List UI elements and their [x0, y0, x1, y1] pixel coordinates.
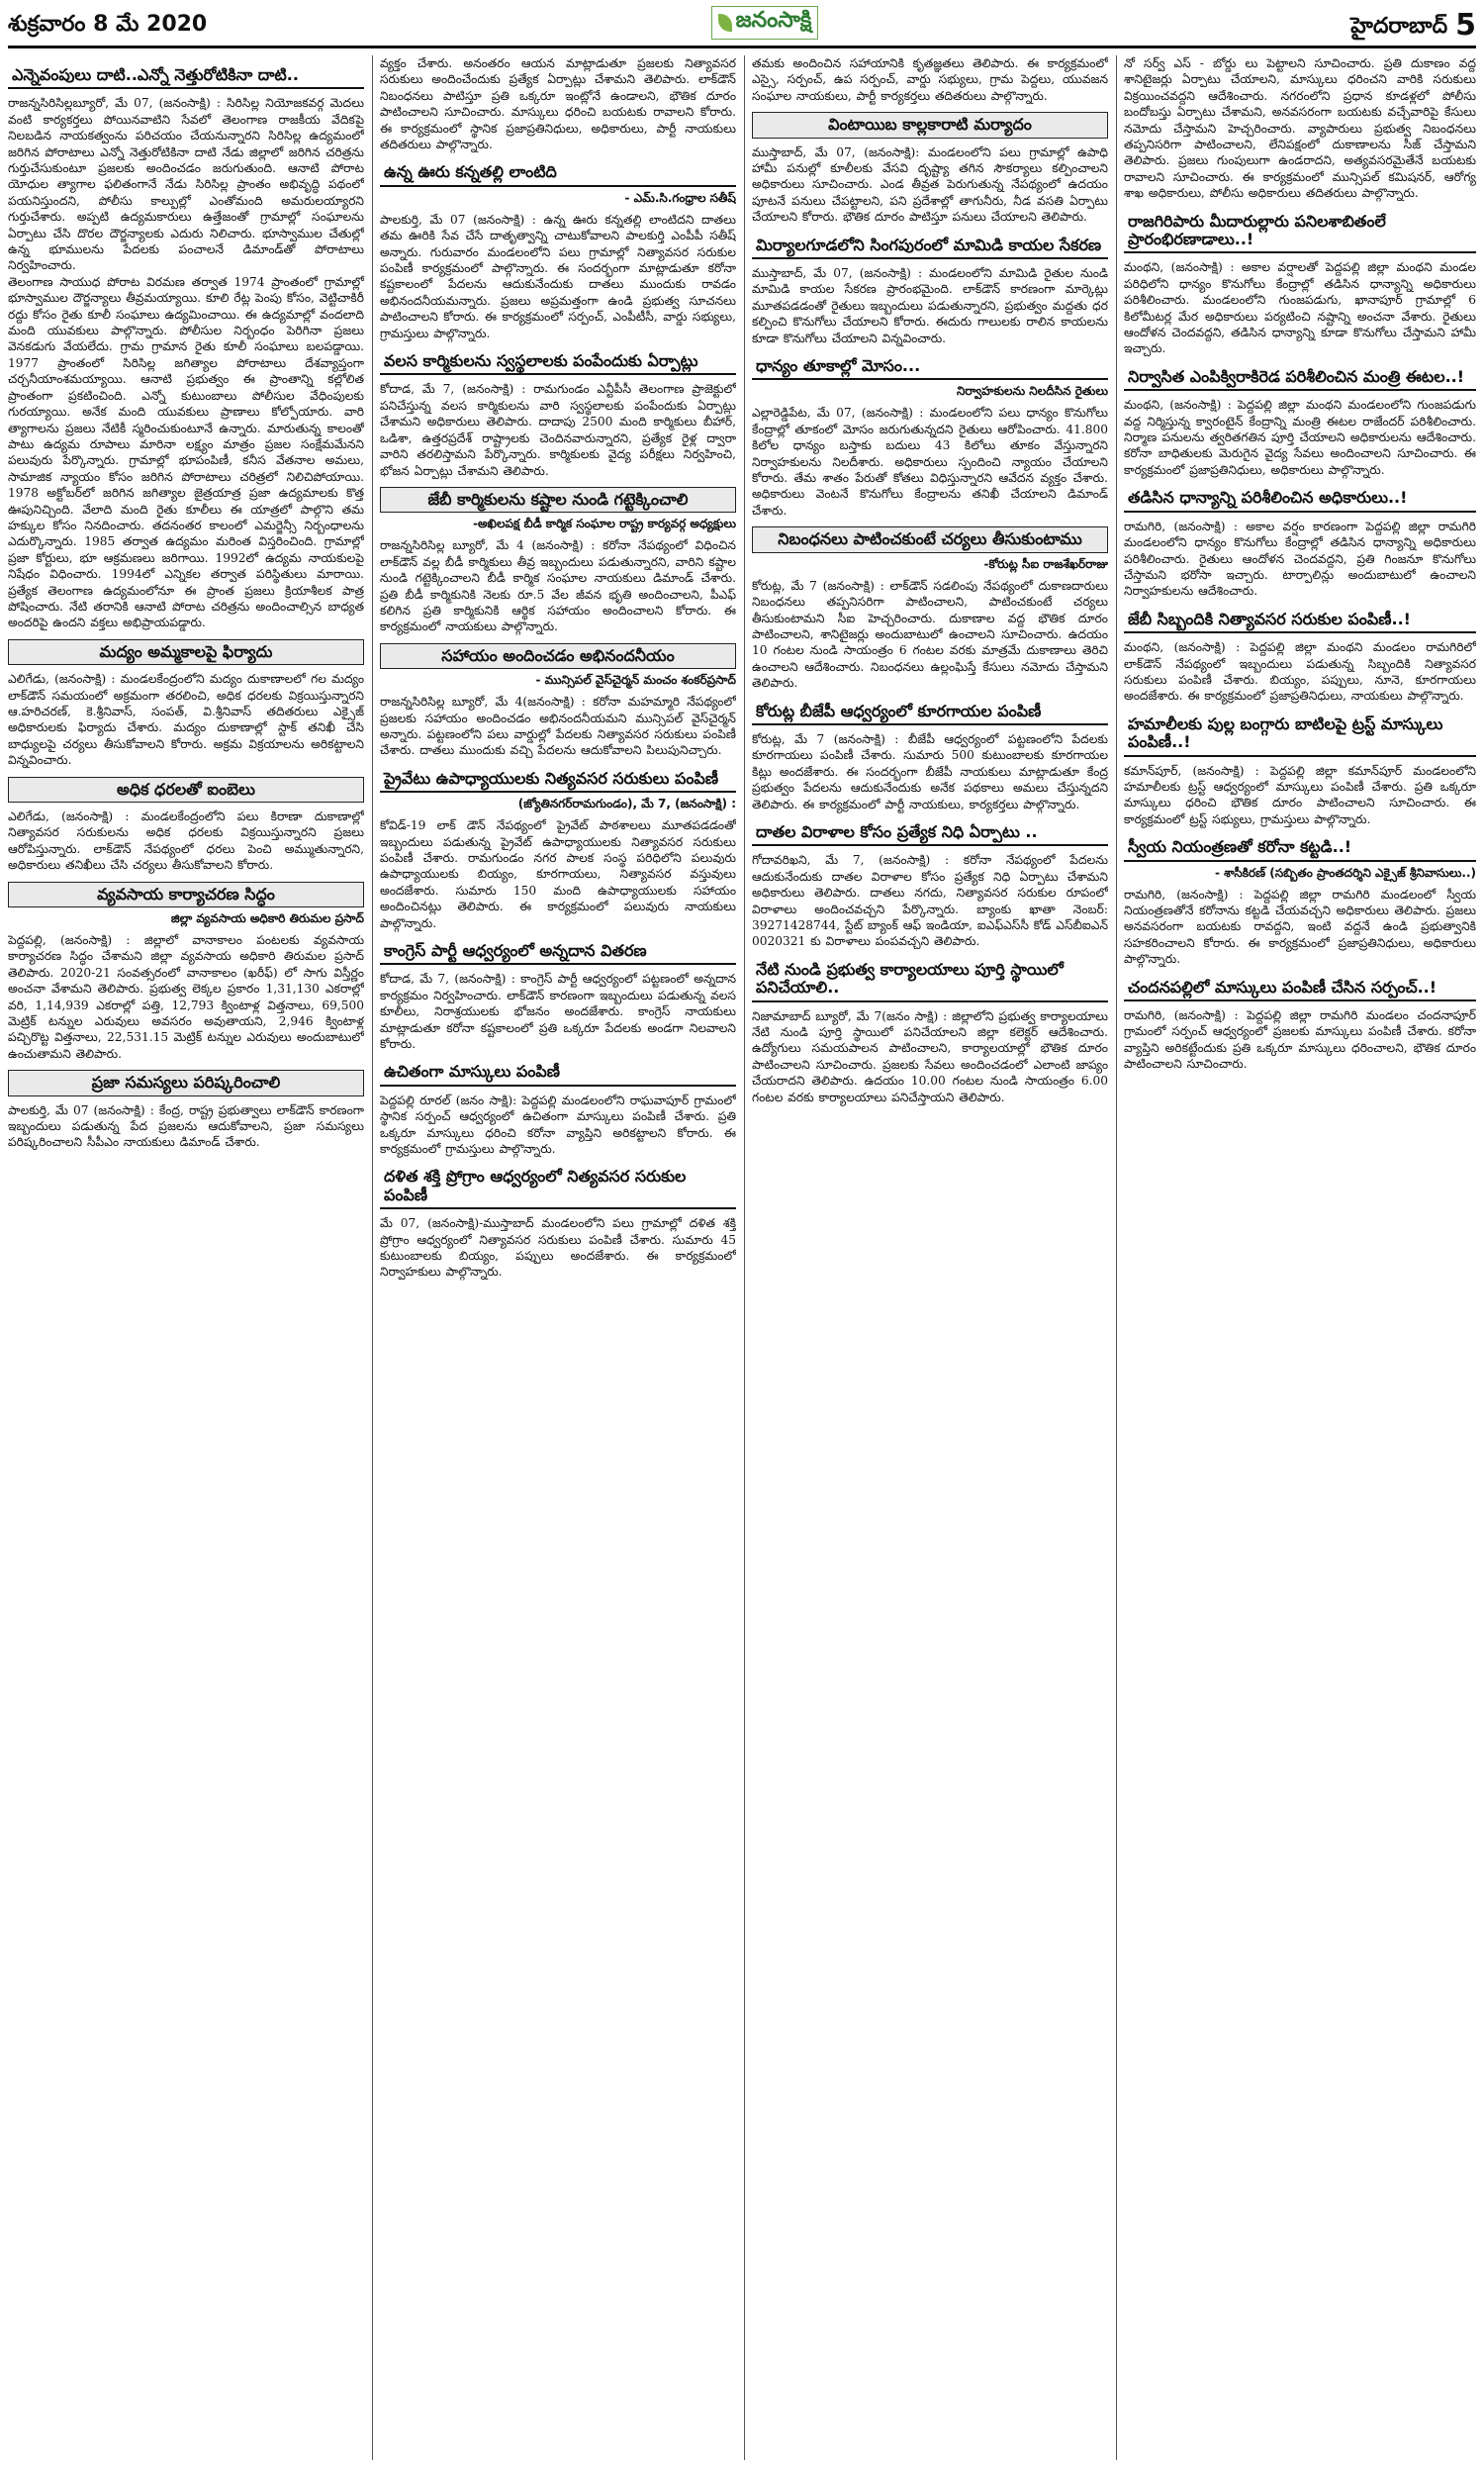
headline: అధిక ధరలతో ఐంబెలు	[8, 777, 364, 803]
article-body: నిజామాబాద్ బ్యూరో, మే 7(జనం సాక్షి) : జిల్లాలోని ప్రభుత్వ కార్యాలయాలు నేటి నుండి పూర్తి స్థాయిలో పనిచేయాలని జిల్లా కలెక్టర్ ఆదేశించారు. ఉద్యోగులు సమయపాలన పాటించాలని, కార్యాలయాల్లో భౌతిక దూరం పాటించాలని సూచించారు. ప్రజలకు సేవలు అందించడంలో ఎలాంటి జాప్యం చేయరాదని తెలిపారు. ఉదయం 10.00 గంటల నుండి సాయంత్రం 6.00 గంటల వరకు కార్యాలయాలు పనిచేస్తాయని తెలిపారు.	[752, 1008, 1108, 1104]
article-body: కోరుట్ల, మే 7 (జనంసాక్షి) : లాక్‌డౌన్ సడలింపు నేపథ్యంలో దుకాణదారులు నిబంధనలు తప్పనిసరిగా పాటించాలని, పాటించకుంటే చర్యలు తీసుకుంటామని సీఐ హెచ్చరించారు. దుకాణాల వద్ద భౌతిక దూరం పాటించాలని, శానిటైజర్లు అందుబాటులో ఉంచాలని సూచించారు. ఉదయం 10 గంటల నుండి సాయంత్రం 6 గంటల వరకు మాత్రమే దుకాణాలు తెరిచి ఉంచాలని ఆదేశించారు. నిబంధనలు ఉల్లంఘిస్తే కేసులు నమోదు చేస్తామని తెలిపారు.	[752, 578, 1108, 691]
byline: - ఎమ్.సి.గంధ్రాల సతీష్	[624, 190, 736, 205]
article-body: తెలంగాణ సాయుధ పోరాట విరమణ తర్వాత 1974 ప్రాంతంలో గ్రామాల్లో భూస్వాముల దౌర్జన్యాలు తీవ్రమయ్యాయి. కూలి రేట్ల పెంపు కోసం, వెట్టిచాకిరీ రద్దు కోసం రైతు కూలీ సంఘాలు ఉద్యమించాయి. ఈ ఉద్యమాల్లో వందలాది మంది యువకులు పాల్గొన్నారు. పోలీసుల నిర్బంధం పెరిగినా ప్రజలు వెనకడుగు వేయలేదు. గ్రామ గ్రామాన రైతు కూలీ సంఘాలు బలపడ్డాయి. 1977 ప్రాంతంలో సిరిసిల్ల జగిత్యాల పోరాటాలు దేశవ్యాప్తంగా చర్చనీయాంశమయ్యాయి. ఆనాటి ప్రభుత్వం ఈ ప్రాంతాన్ని కల్లోలిత ప్రాంతంగా ప్రకటించింది. ఎన్నో కుటుంబాలు పోలీసుల వేధింపులకు గురయ్యాయి. అనేక మంది యువకులు ప్రాణాలు కోల్పోయారు. వారి త్యాగాలను ప్రజలు నేటికీ స్మరించుకుంటూనే ఉన్నారు. మారుతున్న కాలంతో పాటు ఉద్యమ రూపాలు మారినా లక్ష్యం మాత్రం ప్రజల సంక్షేమమేనని పలువురు పేర్కొన్నారు. గ్రామాల్లో భూపంపిణీ, కనీస వేతనాల అమలు, సామాజిక న్యాయం కోసం జరిగిన పోరాటాలు చరిత్రలో నిలిచిపోయాయి. 1978 అక్టోబర్‌లో జరిగిన జగిత్యాల జైత్రయాత్ర ప్రజా ఉద్యమాలకు కొత్త ఊపునిచ్చింది. వేలాది మంది రైతు కూలీలు ఈ యాత్రలో పాల్గొని తమ హక్కుల కోసం నినదించారు. తదనంతర కాలంలో ఎమర్జెన్సీ నిర్బంధాలను ఎదుర్కొన్నారు. 1985 తర్వాత ఉద్యమం మరింత విస్తరించింది. గ్రామాల్లో ప్రజా కోర్టులు, భూ ఆక్రమణలు జరిగాయి. 1992లో ఉద్యమ నాయకులపై నిషేధం విధించారు. 1994లో ఎన్నికల తర్వాత పరిస్థితులు మారాయి. ప్రత్యేక తెలంగాణ ఉద్యమంలోనూ ఈ ప్రాంత ప్రజలు క్రియాశీలక పాత్ర పోషించారు. నేటి తరానికి ఆనాటి పోరాట చరిత్రను అందించాల్సిన బాధ్యత అందరిపై ఉందని వక్తలు అభిప్రాయపడ్డారు.	[8, 274, 364, 630]
newspaper-logo	[691, 6, 839, 38]
headline: దాతల విరాళాల కోసం ప్రత్యేక నిధి ఏర్పాటు ..	[752, 820, 1108, 846]
article-body: ముస్తాబాద్, మే 07, (జనంసాక్షి) : మండలంలోని మామిడి రైతుల నుండి మామిడి కాయల సేకరణ ప్రారంభమైంది. లాక్‌డౌన్ కారణంగా మార్కెట్లు మూతపడడంతో రైతులు ఇబ్బందులు పడుతున్నారని, ప్రభుత్వం మద్దతు ధర కల్పించి కొనుగోలు చేయాలని కోరారు. ఈదురు గాలులకు రాలిన కాయలను కూడా కొనుగోలు చేయాలని విన్నవించారు.	[752, 266, 1108, 345]
article-body: రామగిరి, (జనంసాక్షి) : పెద్దపల్లి జిల్లా రామగిరి మండలంలో స్వీయ నియంత్రణతోనే కరోనాను కట్టడి చేయవచ్చని అధికారులు తెలిపారు. ప్రజలు అనవసరంగా బయటకు రావద్దని, ఇంటి వద్దనే ఉండి ప్రభుత్వానికి సహకరించాలని కోరారు. ఈ కార్యక్రమంలో ప్రజాప్రతినిధులు, అధికారులు పాల్గొన్నారు.	[1124, 887, 1476, 967]
article-body: మంథని, (జనంసాక్షి) : పెద్దపల్లి జిల్లా మంథని మండలంలోని గుంజపడుగు వద్ద నిర్మిస్తున్న క్వారంటైన్ కేంద్రాన్ని మంత్రి ఈటల రాజేందర్ పరిశీలించారు. నిర్మాణ పనులను త్వరితగతిన పూర్తి చేయాలని అధికారులను ఆదేశించారు. కరోనా బాధితులకు మెరుగైన వైద్య సేవలు అందించాలని సూచించారు. ఈ కార్యక్రమంలో ప్రజాప్రతినిధులు, అధికారులు పాల్గొన్నారు.	[1124, 398, 1476, 477]
article-body: ముస్తాబాద్, మే 07, (జనంసాక్షి): మండలంలోని పలు గ్రామాల్లో ఉపాధి హామీ పనుల్లో కూలీలకు వేసవి దృష్ట్యా తగిన సౌకర్యాలు కల్పించాలని అధికారులు సూచించారు. ఎండ తీవ్రత పెరుగుతున్న నేపథ్యంలో ఉదయం పూటనే పనులు చేపట్టాలని, పని ప్రదేశాల్లో తాగునీరు, నీడ వసతి ఏర్పాటు చేయాలని కోరారు. భౌతిక దూరం పాటిస్తూ పనులు చేయాలని తెలిపారు.	[752, 144, 1108, 225]
byline: - శాసీకిరణ్ (సబ్బితం ప్రాంతదర్శిని ఎక్సైజ్ శ్రీనివాసులు..)	[1215, 865, 1476, 880]
headline: ప్రజా సమస్యలు పరిష్కరించాలి	[8, 1070, 364, 1095]
headline: వలస కార్మికులను స్వస్థలాలకు పంపేందుకు ఏర్పాట్లు	[380, 349, 736, 375]
headline: ప్రైవేటు ఉపాధ్యాయులకు నిత్యవసర సరుకులు పంపిణీ	[380, 767, 736, 793]
column-rule	[372, 55, 373, 2460]
article-body: మంథని, (జనంసాక్షి) : అకాల వర్షాలతో పెద్దపల్లి జిల్లా మంథని మండల పరిధిలోని ధాన్యం కొనుగోలు కేంద్రాల్లో తడిసిన ధాన్యాన్ని అధికారులు పరిశీలించారు. మండలంలోని గుంజపడుగు, ఖానాపూర్ గ్రామాల్లో 6 కిలోమీటర్ల మేర అధికారులు పర్యటించి నష్టాన్ని అంచనా వేశారు. రైతులు ఆందోళన చెందవద్దని, తడిసిన ధాన్యాన్ని కూడా కొనుగోలు చేస్తామని హామీ ఇచ్చారు.	[1124, 260, 1476, 356]
headline: మద్యం అమ్మకాలపై ఫిర్యాదు	[8, 639, 364, 665]
headline: స్వీయ నియంత్రణతో కరోనా కట్టడి..!	[1124, 835, 1476, 861]
column-rule	[1116, 55, 1117, 2460]
article-body: పెద్దపల్లి, (జనంసాక్షి) : జిల్లాలో వానాకాలం పంటలకు వ్యవసాయ కార్యాచరణ సిద్ధం చేశామని జిల్లా వ్యవసాయ అధికారి తిరుమల ప్రసాద్ తెలిపారు. 2020-21 సంవత్సరంలో వానాకాలం (ఖరీఫ్) లో సాగు విస్తీర్ణం అంచనా వేశామని తెలిపారు. ప్రభుత్వ లెక్కల ప్రకారం 1,31,130 ఎకరాల్లో వరి, 1,14,939 ఎకరాల్లో పత్తి, 12,793 క్వింటాళ్ల విత్తనాలు, 69,500 మెట్రిక్ టన్నుల ఎరువులు అవసరం అవుతాయని, 2,946 క్వింటాళ్ల పచ్చిరొట్ట విత్తనాలు, 22,531.15 మెట్రిక్ టన్నుల ఎరువులు అందుబాటులో ఉంచుతామని తెలిపారు.	[8, 933, 364, 1061]
article-body: కోవిడ్-19 లాక్ డౌన్ నేపథ్యంలో ప్రైవేట్ పాఠశాలలు మూతపడడంతో ఇబ్బందులు పడుతున్న ప్రైవేట్ ఉపాధ్యాయులకు నిత్యావసర సరుకులు పంపిణీ చేశారు. రామగుండం నగర పాలక సంస్థ పరిధిలోని పలువురు ఉపాధ్యాయులకు బియ్యం, కూరగాయలు, నిత్యావసర వస్తువులు అందజేశారు. సుమారు 150 మంది ఉపాధ్యాయులకు సహాయం అందించినట్లు తెలిపారు. ఈ కార్యక్రమంలో పలువురు నాయకులు పాల్గొన్నారు.	[380, 818, 736, 930]
article-body: గోదావరిఖని, మే 7, (జనంసాక్షి) : కరోనా నేపథ్యంలో పేదలను ఆదుకునేందుకు దాతల విరాళాల కోసం ప్రత్యేక నిధి ఏర్పాటు చేశామని అధికారులు తెలిపారు. దాతలు నగదు, నిత్యావసర సరుకుల రూపంలో విరాళాలు అందించవచ్చని పేర్కొన్నారు. బ్యాంకు ఖాతా నెంబర్: 39271428744, స్టేట్ బ్యాంక్ ఆఫ్ ఇండియా, ఐఎఫ్‌ఎస్‌సీ కోడ్ ఎస్‌బీఐఎన్ 0020321 కు విరాళాలు పంపవచ్చని తెలిపారు.	[752, 853, 1108, 949]
headline: దళిత శక్తి ప్రోగ్రాం ఆధ్వర్యంలో నిత్యవసర సరుకుల పంపిణీ	[380, 1165, 736, 1209]
page-number: 5	[1455, 8, 1476, 43]
byline: జిల్లా వ్యవసాయ అధికారి తిరుమల ప్రసాద్	[170, 911, 364, 926]
issue-date: శుక్రవారం 8 మే 2020	[8, 12, 208, 37]
edition-city: హైదరాబాద్	[1350, 14, 1448, 39]
article-body: ఎలిగేడు, (జనంసాక్షి) : మండలకేంద్రంలోని మద్యం దుకాణాలలో గల మద్యం లాక్‌డౌన్ సమయంలో అక్రమంగా తరలించి, అధిక ధరలకు విక్రయిస్తున్నారని ఆ.హరిచరణ్, కె.శ్రీనివాస్, సంపత్, వి.శ్రీనివాస్ తదితరులు ఎక్సైజ్ అధికారులకు ఫిర్యాదు చేశారు. మద్యం దుకాణాల్లో స్టాక్ తనిఖీ చేసి బాధ్యులపై చర్యలు తీసుకోవాలని కోరారు. అక్రమ విక్రయాలను అరికట్టాలని విన్నవించారు.	[8, 672, 364, 768]
headline: హమాలీలకు పుల్ల బంగ్గారు బాటిలపై ట్రస్ట్ మాస్కులు పంపిణీ..!	[1124, 713, 1476, 757]
headline: వింటాయిబ కాల్లకారాటి మర్యాదం	[752, 112, 1108, 138]
article-body: రామగిరి, (జనంసాక్షి) : పెద్దపల్లి జిల్లా రామగిరి మండలం చందనాపూర్ గ్రామంలో సర్పంచ్ ఆధ్వర్యంలో ప్రజలకు మాస్కులు పంపిణీ చేశారు. కరోనా వ్యాప్తిని అరికట్టేందుకు ప్రతి ఒక్కరూ మాస్కులు ధరించాలని, భౌతిక దూరం పాటించాలని సూచించారు.	[1124, 1007, 1476, 1072]
article-body: కోదాడ, మే 7, (జనంసాక్షి) : కాంగ్రెస్ పార్టీ ఆధ్వర్యంలో పట్టణంలో అన్నదాన కార్యక్రమం నిర్వహించారు. లాక్‌డౌన్ కారణంగా ఇబ్బందులు పడుతున్న వలస కూలీలు, నిరాశ్రయులకు భోజనం అందజేశారు. కాంగ్రెస్ నాయకులు మాట్లాడుతూ కరోనా కష్టకాలంలో ప్రతి ఒక్కరూ పేదలకు అండగా నిలవాలని కోరారు.	[380, 972, 736, 1051]
article-body: మంథని, (జనంసాక్షి) : పెద్దపల్లి జిల్లా మంథని మండలం రామగిరిలో లాక్‌డౌన్ నేపథ్యంలో ఇబ్బందులు పడుతున్న సిబ్బందికి నిత్యావసర సరుకులు పంపిణీ చేశారు. బియ్యం, పప్పులు, నూనె, కూరగాయలు అందజేశారు. ఈ కార్యక్రమంలో ప్రజాప్రతినిధులు, నాయకులు పాల్గొన్నారు.	[1124, 640, 1476, 704]
headline: నేటి నుండి ప్రభుత్వ కార్యాలయాలు పూర్తి స్థాయిలో పనిచేయాలి..	[752, 958, 1108, 1002]
logo-box	[711, 6, 819, 40]
article-body: కమాన్‌పూర్, (జనంసాక్షి) : పెద్దపల్లి జిల్లా కమాన్‌పూర్ మండలంలోని హమాలీలకు ట్రస్ట్ ఆధ్వర్యంలో మాస్కులు పంపిణీ చేశారు. ప్రతి ఒక్కరూ మాస్కులు ధరించి భౌతిక దూరం పాటించాలని సూచించారు. ఈ కార్యక్రమంలో ట్రస్ట్ సభ్యులు, గ్రామస్తులు పాల్గొన్నారు.	[1124, 763, 1476, 826]
headline: చందనపల్లిలో మాస్కులు పంపిణీ చేసిన సర్పంచ్..!	[1124, 976, 1476, 1001]
column-4	[1124, 55, 1476, 2460]
headline: కాంగ్రెస్ పార్టీ ఆధ్వర్యంలో అన్నదాన వితరణ	[380, 939, 736, 965]
headline: నిర్వాసిత ఎంపిక్విరాకిరెడ పరిశీలించిన మంత్రి ఈటల..!	[1124, 365, 1476, 391]
edition-label	[1350, 8, 1476, 44]
headline: ధాన్యం తూకాల్లో మోసం...	[752, 354, 1108, 380]
byline: (జ్యోతినగర్‌రామగుండం), మే 7, (జనంసాక్షి) :	[517, 797, 736, 811]
headline: జేబీ సిబ్బందికి నిత్యావసర సరుకుల పంపిణీ..!	[1124, 608, 1476, 633]
article-body: పాలకుర్తి, మే 07 (జనంసాక్షి) : కేంద్ర, రాష్ట్ర ప్రభుత్వాలు లాక్‌డౌన్ కారణంగా ఇబ్బందులు పడుతున్న పేద ప్రజలను ఆదుకోవాలని, ప్రజా సమస్యలు పరిష్కరించాలని సీపీఎం నాయకులు డిమాండ్ చేశారు.	[8, 1102, 364, 1150]
article-body: మే 07, (జనంసాక్షి)-ముస్తాబాద్ మండలంలోని పలు గ్రామాల్లో దళిత శక్తి ప్రోగ్రాం ఆధ్వర్యంలో నిత్యావసర సరుకులు పంపిణీ చేశారు. సుమారు 45 కుటుంబాలకు బియ్యం, పప్పులు అందజేశారు. ఈ కార్యక్రమంలో నిర్వాహకులు పాల్గొన్నారు.	[380, 1216, 736, 1280]
column-1	[8, 55, 364, 2460]
byline: -అఖిలపక్ష బీడీ కార్మిక సంఘాల రాష్ట్ర కార్యవర్గ అధ్యక్షులు	[472, 517, 736, 531]
article-body: వ్యక్తం చేశారు. అనంతరం ఆయన మాట్లాడుతూ ప్రజలకు నిత్యావసర సరుకులు అందించేందుకు ప్రత్యేక ఏర్పాట్లు చేశామని తెలిపారు. లాక్‌డౌన్ నిబంధనలు పాటిస్తూ ప్రతి ఒక్కరూ ఇంట్లోనే ఉండాలని, భౌతిక దూరం పాటించాలని సూచించారు. మాస్కులు ధరించి బయటకు రావాలని కోరారు. ఈ కార్యక్రమంలో స్థానిక ప్రజాప్రతినిధులు, అధికారులు, పార్టీ నాయకులు తదితరులు పాల్గొన్నారు.	[380, 56, 736, 152]
column-3	[752, 55, 1108, 2460]
headline: రాజగిరిపారు మీదారుల్లారు పనిలశాబితంలే ప్రారంభిరణాడాలు..!	[1124, 210, 1476, 254]
article-body: కోరుట్ల, మే 7 (జనంసాక్షి) : బీజేపీ ఆధ్వర్యంలో పట్టణంలోని పేదలకు కూరగాయలు పంపిణీ చేశారు. సుమారు 500 కుటుంబాలకు కూరగాయల కిట్లు అందజేశారు. ఈ సందర్భంగా బీజేపీ నాయకులు మాట్లాడుతూ కేంద్ర ప్రభుత్వం పేదలను ఆదుకునేందుకు అనేక పథకాలు అమలు చేస్తున్నదని తెలిపారు. ఈ కార్యక్రమంలో పార్టీ నాయకులు, కార్యకర్తలు పాల్గొన్నారు.	[752, 731, 1108, 811]
headline: మిర్యాలగూడలోని సింగపురంలో మామిడి కాయల సేకరణ	[752, 234, 1108, 259]
headline: కోరుట్ల బీజేపీ ఆధ్వర్యంలో కూరగాయల పంపిణీ	[752, 700, 1108, 725]
article-body: కోదాడ, మే 7, (జనంసాక్షి) : రామగుండం ఎన్టీపీసీ తెలంగాణ ప్రాజెక్టులో పనిచేస్తున్న వలస కార్మికులను వారి స్వస్థలాలకు పంపేందుకు ఏర్పాట్లు చేశామని అధికారులు తెలిపారు. దాదాపు 2500 మంది కార్మికులు బీహార్, ఒడిశా, ఉత్తరప్రదేశ్ రాష్ట్రాలకు చెందినవారున్నారని, ప్రత్యేక రైళ్ల ద్వారా వారిని తరలిస్తామని పేర్కొన్నారు. కార్మికులకు వైద్య పరీక్షలు నిర్వహించి, భోజన ఏర్పాట్లు చేశామని తెలిపారు.	[380, 382, 736, 478]
headline: జేబీ కార్మికులను కష్టాల నుండి గట్టెక్కించాలి	[380, 487, 736, 513]
headline: తడిసిన ధాన్యాన్ని పరిశీలించిన అధికారులు..!	[1124, 486, 1476, 512]
headline: నిబంధనలు పాటించకుంటే చర్యలు తీసుకుంటాము	[752, 526, 1108, 552]
leaf-icon	[718, 14, 732, 32]
article-body: తమకు అందించిన సహాయానికి కృతజ్ఞతలు తెలిపారు. ఈ కార్యక్రమంలో ఎస్సై, సర్పంచ్, ఉప సర్పంచ్, వార్డు సభ్యులు, గ్రామ పెద్దలు, యువజన సంఘాల నాయకులు, పార్టీ కార్యకర్తలు తదితరులు పాల్గొన్నారు.	[752, 56, 1108, 103]
headline: ఎన్నెవంపులు దాటి..ఎన్నో నెత్తురోటికినా దాటి..	[8, 63, 364, 89]
article-body: రాజన్నసిరిసిల్లబ్యూరో, మే 07, (జనంసాక్షి) : సిరిసిల్ల నియోజకవర్గ మెదలు వంటి కార్యకర్తలు పోయినవాటిని సేవలో తెలంగాణ రాజకీయ వేదికపై నిలబడిన నాయకత్వంను పరిచయం చేయనున్నారని సిరిసిల్ల ఉద్యమంలో జరిగిన పోరాటాలు ఎన్నో నెత్తురోటికినా దాటి నేడు జిల్లాలో జరిగిన చరిత్రను గుర్తుచేసుకుంటూ ప్రజలకు అందించడం జరుగుతుంది. ఆనాటి పోరాట యోధుల త్యాగాల ఫలితంగానే నేడు సిరిసిల్ల ప్రాంతం అభివృద్ధి పథంలో పయనిస్తుందని, పోలీసు కాల్పుల్లో ఎంతోమంది అమరులయ్యారని గుర్తుచేశారు. అప్పటి ఉద్యమకారులు ఉత్తేజంతో గ్రామాల్లో సంఘాలను ఏర్పాటు చేసి దొరల దౌర్జన్యాలకు ఎదురు నిలిచారు. భూస్వాముల చేతుల్లో ఉన్న భూములను పేదలకు పంచాలనే డిమాండ్‌తో పోరాటాలు నిర్వహించారు.	[8, 96, 364, 273]
logo-text: జనంసాక్షి	[735, 8, 812, 33]
column-2	[380, 55, 736, 2460]
article-body: రాజన్నసిరిసిల్ల బ్యూరో, మే 4(జనంసాక్షి) : కరోనా మహమ్మారి నేపథ్యంలో ప్రజలకు సహాయం అందించడం అభినందనీయమని మున్సిపల్ వైస్‌చైర్మన్ అన్నారు. పట్టణంలోని పలు వార్డుల్లో పేదలకు నిత్యావసర సరుకులు పంపిణీ చేశారు. దాతలు ముందుకు వచ్చి పేదలను ఆదుకోవాలని పిలుపునిచ్చారు.	[380, 695, 736, 758]
page-masthead	[8, 6, 1476, 48]
byline: నిర్వాహకులను నిలదీసిన రైతులు	[956, 384, 1108, 399]
headline: వ్యవసాయ కార్యాచరణ సిద్ధం	[8, 882, 364, 907]
headline: సహాయం అందించడం అభినందనీయం	[380, 643, 736, 669]
article-body: ఎలిగేడు, (జనంసాక్షి) : మండలకేంద్రంలోని పలు కిరాణా దుకాణాల్లో నిత్యావసర సరుకులను అధిక ధరలకు విక్రయిస్తున్నారని ప్రజలు ఆరోపిస్తున్నారు. లాక్‌డౌన్ నేపథ్యంలో ధరలు పెంచి అమ్ముతున్నారని, అధికారులు తనిఖీలు చేసి చర్యలు తీసుకోవాలని కోరారు.	[8, 809, 364, 873]
byline: -కోరుట్ల సీఐ రాజశేఖర్‌రాజు	[983, 556, 1108, 571]
article-body: పెద్దపల్లి రూరల్ (జనం సాక్షి): పెద్దపల్లి మండలంలోని రాఘవాపూర్ గ్రామంలో స్థానిక సర్పంచ్ ఆధ్వర్యంలో ఉచితంగా మాస్కులు పంపిణీ చేశారు. ప్రతి ఒక్కరూ మాస్కులు ధరించి కరోనా వ్యాప్తిని అరికట్టాలని కోరారు. ఈ కార్యక్రమంలో గ్రామస్తులు పాల్గొన్నారు.	[380, 1093, 736, 1157]
article-body: రాజన్నసిరిసిల్ల బ్యూరో, మే 4 (జనంసాక్షి) : కరోనా నేపథ్యంలో విధించిన లాక్‌డౌన్ వల్ల బీడీ కార్మికులు తీవ్ర ఇబ్బందులు పడుతున్నారని, వారిని కష్టాల నుండి గట్టెక్కించాలని బీడీ కార్మిక సంఘాల నాయకులు డిమాండ్ చేశారు. ప్రతి బీడీ కార్మికునికి నెలకు రూ.5 వేల జీవన భృతి అందించాలని, పీఎఫ్ కలిగిన ప్రతి కార్మికునికి ఆర్థిక సహాయం అందించాలని కోరారు. ఈ కార్యక్రమంలో నాయకులు పాల్గొన్నారు.	[380, 538, 736, 634]
headline: ఉచితంగా మాస్కులు పంపిణీ	[380, 1060, 736, 1086]
byline: - మున్సిపల్ వైస్‌చైర్మన్ మంచం శంకర్‌ప్రసాద్	[535, 673, 736, 688]
article-body: పాలకుర్తి, మే 07 (జనంసాక్షి) : ఉన్న ఊరు కన్నతల్లి లాంటిదని దాతలు తమ ఊరికి సేవ చేసే దాతృత్వాన్ని చాటుకోవాలని పాలకుర్తి ఎంపీపీ సతీష్ అన్నారు. గురువారం మండలంలోని పలు గ్రామాల్లో నిత్యావసర సరుకుల పంపిణీ కార్యక్రమంలో పాల్గొన్నారు. ఈ సందర్భంగా మాట్లాడుతూ కరోనా కష్టకాలంలో పేదలను ఆదుకునేందుకు దాతలు ముందుకు రావడం అభినందనీయమన్నారు. ప్రజలు అప్రమత్తంగా ఉండి ప్రభుత్వ సూచనలు పాటించాలని కోరారు. ఈ కార్యక్రమంలో సర్పంచ్, ఎంపీటీసీ, వార్డు సభ్యులు, గ్రామస్తులు పాల్గొన్నారు.	[380, 212, 736, 340]
column-rule	[744, 55, 745, 2460]
article-body: ఎల్లారెడ్డిపేట, మే 07, (జనంసాక్షి) : మండలంలోని పలు ధాన్యం కొనుగోలు కేంద్రాల్లో తూకంలో మోసం జరుగుతున్నదని రైతులు ఆరోపించారు. 41.800 కిలోల ధాన్యం బస్తాకు బదులు 43 కిలోలు తూకం వేస్తున్నారని నిర్వాహకులను నిలదీశారు. అధికారులు స్పందించి న్యాయం చేయాలని కోరారు. తేమ శాతం పేరుతో కోతలు విధిస్తున్నారని ఆవేదన వ్యక్తం చేశారు. అధికారులు వెంటనే కొనుగోలు కేంద్రాలను తనిఖీ చేయాలని డిమాండ్ చేశారు.	[752, 406, 1108, 518]
article-body: రామగిరి, (జనంసాక్షి) : అకాల వర్షం కారణంగా పెద్దపల్లి జిల్లా రామగిరి మండలంలోని ధాన్యం కొనుగోలు కేంద్రాల్లో తడిసిన ధాన్యాన్ని అధికారులు పరిశీలించారు. రైతులు ఆందోళన చెందవద్దని, ప్రతి గింజనూ కొనుగోలు చేస్తామని భరోసా ఇచ్చారు. టార్పాలిన్లు అందుబాటులో ఉంచాలని నిర్వాహకులను ఆదేశించారు.	[1124, 519, 1476, 599]
headline: ఉన్న ఊరు కన్నతల్లి లాంటిది	[380, 160, 736, 186]
article-body: నో సర్వ్ ఎస్ - బోర్డు లు పెట్టాలని సూచించారు. ప్రతి దుకాణం వద్ద శానిటైజర్లు ఏర్పాటు చేయాలని, మాస్కులు ధరించని వారికి సరుకులు విక్రయించవద్దని ఆదేశించారు. నగరంలోని ప్రధాన కూడళ్లలో పోలీసు బందోబస్తు ఏర్పాటు చేశామని, అనవసరంగా బయటకు వచ్చేవారిపై కేసులు నమోదు చేస్తామని హెచ్చరించారు. వ్యాపారులు ప్రభుత్వ నిబంధనలు తప్పనిసరిగా పాటించాలని, లేనిపక్షంలో దుకాణాలను సీజ్ చేస్తామని తెలిపారు. ప్రజలు గుంపులుగా ఉండరాదని, అత్యవసరమైతేనే బయటకు రావాలని సూచించారు. ఈ కార్యక్రమంలో మున్సిపల్ కమిషనర్, ఆరోగ్య శాఖ అధికారులు, పోలీసు అధికారులు తదితరులు పాల్గొన్నారు.	[1124, 56, 1476, 201]
